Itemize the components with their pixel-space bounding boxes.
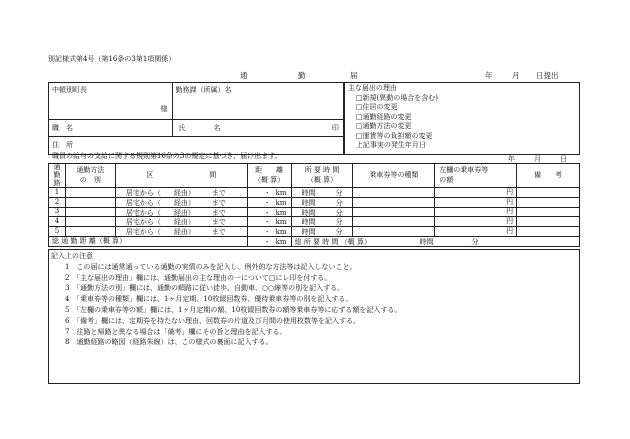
submit-month: 月: [512, 71, 520, 80]
route-no: 3: [49, 207, 66, 217]
note-item: 2 「主な届出の理由」欄には、通勤届出の主な理由の一について□にレ印を付する。: [65, 273, 332, 282]
occurrence-month: 月: [534, 155, 541, 163]
route-row: [49, 207, 580, 217]
method-cell[interactable]: [65, 197, 115, 207]
note-item: 5 「左欄の乗車券等の額」欄には、1ヶ月定期の額、10枚綴回数券の額等乗車券等に応ずる額を記入する。: [65, 305, 402, 314]
time-cell[interactable]: 時間 分: [291, 188, 353, 198]
note-item: 1 この届には通常通っている通勤の実情のみを記入し、例外的な方法等は記入しないこと。: [65, 262, 357, 271]
distance-cell[interactable]: ・ km: [247, 227, 291, 237]
time-cell[interactable]: 時間 分: [291, 217, 353, 227]
occurrence-day: 日: [560, 155, 567, 163]
note-item: 8 通勤経路の略図（経路朱線）は、この様式の裏面に記入する。: [65, 338, 273, 347]
department-field[interactable]: [172, 83, 343, 120]
method-cell[interactable]: [65, 207, 115, 217]
reason-method-checkbox[interactable]: □通勤方法の変更: [355, 122, 412, 130]
form-reference: 別記様式第4号（第16条の3第1項関係）: [48, 55, 176, 63]
distance-cell[interactable]: ・ km: [247, 207, 291, 217]
burden-cell[interactable]: 円: [435, 197, 517, 207]
section-cell[interactable]: 居宅から（ 経由） まで: [115, 188, 247, 198]
time-cell[interactable]: 時間 分: [291, 227, 353, 237]
reason-fare-checkbox[interactable]: □運賃等の負担額の変更: [355, 131, 433, 140]
addressee-suffix: 様: [160, 105, 168, 114]
declaration: 職員の給与の支給に関する規則第16条の3の規定に基づき、届け出ます。: [52, 152, 282, 160]
position-field[interactable]: [49, 120, 173, 137]
time-cell[interactable]: 時間 分: [291, 207, 353, 217]
note-item: 4 「乗車券等の種類」欄には、1ヶ月定期、10枚綴回数券、優待乗車券等の別を記入する。: [65, 295, 353, 304]
name-label: 氏 名: [178, 124, 221, 133]
route-row: [49, 188, 580, 198]
route-row: [49, 217, 580, 227]
submit-day: 日提出: [536, 71, 559, 80]
total-distance-label: 総 通 勤 距 離（概 算）: [49, 236, 248, 246]
route-no: 1: [49, 188, 66, 198]
method-cell[interactable]: [65, 188, 115, 198]
burden-cell[interactable]: 円: [435, 188, 517, 198]
burden-cell[interactable]: 円: [435, 207, 517, 217]
method-header: 通勤方法 の 別: [65, 164, 115, 188]
method-cell[interactable]: [65, 227, 115, 237]
reasons-heading: 主な届出の理由: [347, 84, 397, 92]
position-label: 職 名: [52, 123, 73, 132]
name-field[interactable]: [172, 120, 343, 137]
route-table: [48, 163, 580, 247]
pass-type-cell[interactable]: [353, 197, 435, 207]
title-char: 届: [350, 71, 358, 80]
distance-header: 距 離 （概 算）: [247, 164, 291, 188]
remarks-cell[interactable]: [517, 227, 580, 237]
address-label: 住 所: [52, 140, 73, 149]
time-cell[interactable]: 時間 分: [291, 197, 353, 207]
reason-residence-checkbox[interactable]: □住居の変更: [355, 103, 398, 111]
burden-header: 左欄の乗車券等 の額: [435, 164, 517, 188]
occurrence-label: 上記事実の発生年月日: [355, 141, 426, 149]
method-cell[interactable]: [65, 217, 115, 227]
title-char: 勤: [298, 71, 306, 80]
submit-year: 年: [485, 71, 493, 80]
remarks-cell[interactable]: [517, 217, 580, 227]
remarks-cell[interactable]: [517, 188, 580, 198]
notes-heading: 記入上の注意: [51, 252, 93, 260]
total-time-cell[interactable]: 総 所 要 時 間 （概 算） 時間 分: [291, 236, 579, 246]
seal-mark: 印: [331, 124, 339, 133]
distance-cell[interactable]: ・ km: [247, 188, 291, 198]
pass-type-cell[interactable]: [353, 227, 435, 237]
distance-cell[interactable]: ・ km: [247, 197, 291, 207]
occurrence-year: 年: [508, 155, 515, 163]
note-item: 6 「備考」欄には、定期券を持たない理由、回数券の片道及び月間の使用枚数等を記入する。: [65, 316, 360, 325]
header-table: [48, 82, 580, 155]
burden-cell[interactable]: 円: [435, 227, 517, 237]
pass-type-cell[interactable]: [353, 217, 435, 227]
section-cell[interactable]: 居宅から（ 経由） まで: [115, 197, 247, 207]
section-cell[interactable]: 居宅から（ 経由） まで: [115, 207, 247, 217]
route-row: [49, 227, 580, 237]
addressee-cell: [49, 83, 173, 120]
section-cell[interactable]: 居宅から（ 経由） まで: [115, 217, 247, 227]
pass-type-cell[interactable]: [353, 188, 435, 198]
time-header: 所 要 時 間 （概 算）: [291, 164, 353, 188]
totals-row: [49, 236, 580, 246]
section-header: 区 間: [115, 164, 247, 188]
pass-type-cell[interactable]: [353, 207, 435, 217]
title-char: 通: [240, 71, 248, 80]
route-no-header: 通 勤 路: [49, 164, 66, 188]
total-distance-cell[interactable]: ・ km: [247, 236, 291, 246]
distance-cell[interactable]: ・ km: [247, 217, 291, 227]
notes-box: [49, 250, 580, 384]
notes-table: [48, 249, 580, 384]
department-label: 勤務課（所属）名: [175, 86, 232, 94]
route-no: 4: [49, 217, 66, 227]
note-item: 7 往路と帰路と異なる場合は「備考」欄にその旨と理由を記入する。: [65, 327, 287, 336]
remarks-cell[interactable]: [517, 207, 580, 217]
pass-type-header: 乗車券等の種類: [353, 164, 435, 188]
route-no: 5: [49, 227, 66, 237]
route-no: 2: [49, 197, 66, 207]
note-item: 3 「通勤方法の別」欄には、通勤の順路に従い徒歩、自動車、○○線等の別を記入する。: [65, 284, 345, 293]
reasons-box: [344, 83, 579, 155]
burden-cell[interactable]: 円: [435, 217, 517, 227]
remarks-cell[interactable]: [517, 197, 580, 207]
reason-new-checkbox[interactable]: □新規(異動の場合を含む): [355, 93, 438, 102]
route-row: [49, 197, 580, 207]
reason-route-checkbox[interactable]: □通勤経路の変更: [355, 112, 412, 121]
section-cell[interactable]: 居宅から（ 経由） まで: [115, 227, 247, 237]
addressee: 中頓別町長: [52, 86, 87, 94]
remarks-header: 備 考: [517, 164, 580, 188]
